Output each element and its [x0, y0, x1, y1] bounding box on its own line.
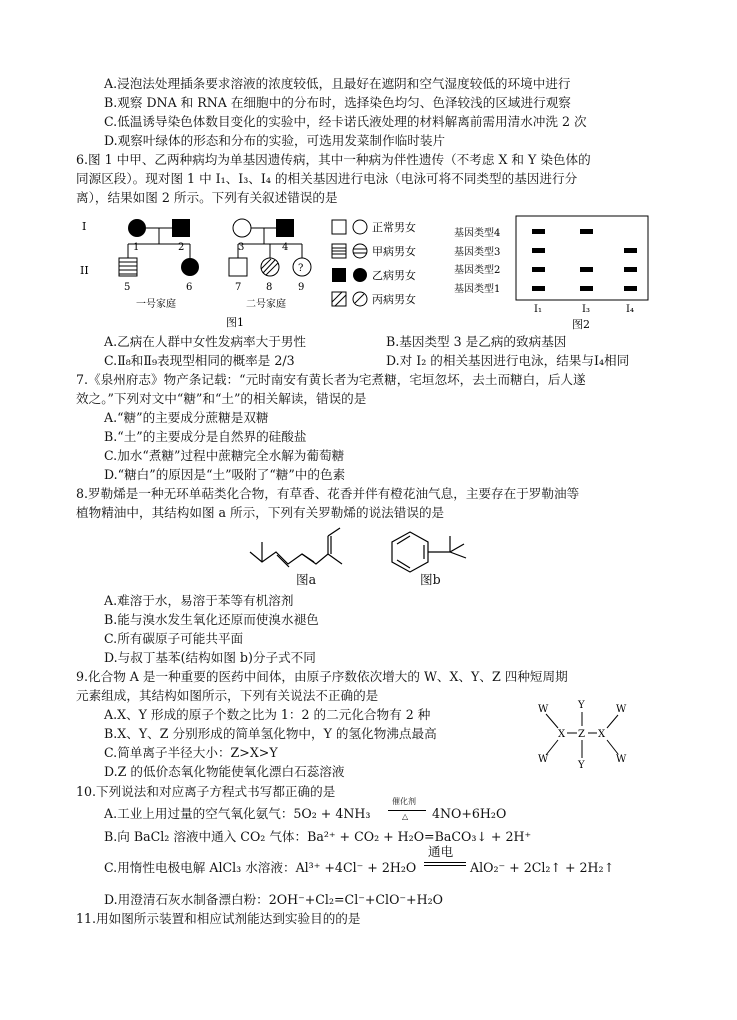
q6-option-b: B.基因类型 3 是乙病的致病基因	[386, 334, 567, 349]
q10-option-a-heat: △	[402, 812, 409, 821]
svg-text:7: 7	[235, 282, 242, 293]
svg-text:I₁: I₁	[534, 304, 542, 315]
pedigree-female-affected-yi	[128, 219, 146, 237]
q8-stem-2: 植物精油中，其结构如图 a 所示，下列有关罗勒烯的说法错误的是	[76, 505, 445, 520]
pedigree-male-normal	[229, 258, 247, 276]
svg-text:W: W	[616, 754, 627, 765]
svg-text:2: 2	[178, 242, 185, 253]
q5-option-d: D.观察叶绿体的形态和分布的实验，可选用发菜制作临时装片	[104, 133, 446, 148]
svg-text:3: 3	[238, 242, 245, 253]
svg-text:5: 5	[124, 282, 131, 293]
q10-option-d: D.用澄清石灰水制备漂白粉：2OH⁻+Cl₂=Cl⁻+ClO⁻+H₂O	[104, 892, 443, 907]
family-1-label: 一号家庭	[136, 299, 176, 310]
q10-option-a-catalyst: 催化剂	[392, 797, 416, 806]
q9-option-a: A.X、Y 形成的原子个数之比为 1：2 的二元化合物有 2 种	[104, 707, 431, 722]
q6-stem-3: 离），结果如图 2 所示。下列有关叙述错误的是	[76, 190, 338, 205]
pedigree-figure	[76, 208, 446, 330]
q6-option-d: D.对 I₂ 的相关基因进行电泳，结果与I₄相同	[386, 353, 630, 368]
q7-stem-2: 效之。”下列对文中“糖”和“土”的相关解读，错误的是	[76, 391, 367, 406]
q9-option-d: D.Z 的低价态氧化物能使氧化漂白石蕊溶液	[104, 764, 345, 779]
q5-option-c: C.低温诱导染色体数目变化的实验中，经卡诺氏液处理的材料解离前需用清水冲洗 2 次	[104, 114, 587, 129]
q10-stem: 10.下列说法和对应离子方程式书写都正确的是	[76, 784, 336, 799]
q9-stem-2: 元素组成，其结构如图所示，下列有关说法不正确的是	[76, 688, 379, 703]
svg-text:X: X	[598, 729, 606, 740]
svg-text:I₄: I₄	[626, 304, 634, 315]
q6-option-c: C.Ⅱ₈和Ⅱ₉表现型相同的概率是 2/3	[104, 353, 295, 368]
legend-jia: 甲病男女	[372, 245, 416, 258]
svg-text:W: W	[538, 754, 549, 765]
figure-1-caption: 图1	[226, 316, 244, 329]
q10-option-a-arrow	[388, 810, 426, 811]
svg-text:Y: Y	[578, 760, 585, 771]
svg-text:9: 9	[298, 282, 305, 293]
svg-text:基因类型4: 基因类型4	[454, 228, 501, 239]
q5-option-b: B.观察 DNA 和 RNA 在细胞中的分布时，选择染色均匀、色泽较浅的区域进行观察	[104, 95, 571, 110]
q10-option-b: B.向 BaCl₂ 溶液中通入 CO₂ 气体：Ba²⁺ + CO₂ + H₂O=BaCO₃↓ + 2H⁺	[104, 829, 532, 844]
svg-text:4: 4	[282, 242, 289, 253]
q7-stem-1: 7.《泉州府志》物产条记载：“元时南安有黄长者为宅煮糖，宅垣忽坏，去土而糖白，后人遂	[76, 372, 586, 387]
svg-text:6: 6	[186, 282, 193, 293]
q8-option-a: A.难溶于水，易溶于苯等有机溶剂	[104, 593, 294, 608]
q6-option-a: A.乙病在人群中女性发病率大于男性	[104, 334, 307, 349]
q7-option-b: B.“土”的主要成分是自然界的硅酸盐	[104, 429, 307, 444]
q7-option-c: C.加水“煮糖”过程中蔗糖完全水解为葡萄糖	[104, 448, 345, 463]
svg-text:X: X	[558, 729, 566, 740]
generation-ii-label: II	[80, 264, 89, 277]
electrophoresis-figure	[452, 212, 652, 332]
q7-option-a: A.“糖”的主要成分蔗糖是双糖	[104, 410, 269, 425]
figure-b-caption: 图b	[420, 572, 441, 587]
q10-option-c-products: AlO₂⁻ + 2Cl₂↑ + 2H₂↑	[470, 860, 615, 875]
pedigree-male-jia	[119, 258, 137, 276]
q11-stem: 11.用如图所示装置和相应试剂能达到实验目的的是	[76, 911, 361, 926]
q8-option-b: B.能与溴水发生氧化还原而使溴水褪色	[104, 612, 319, 627]
svg-text:?: ?	[298, 263, 304, 274]
figure-a-caption: 图a	[296, 572, 317, 587]
q7-option-d: D.“糖白”的原因是“土”吸附了“糖”中的色素	[104, 467, 346, 482]
q10-option-c-condition: 通电	[428, 844, 454, 859]
legend-bing: 丙病男女	[372, 293, 416, 306]
q9-option-c: C.简单离子半径大小：Z>X>Y	[104, 745, 278, 760]
svg-text:Y: Y	[578, 700, 585, 711]
q10-option-a: A.工业上用过量的空气氧化氨气：5O₂ + 4NH₃	[104, 806, 371, 821]
q9-option-b: B.X、Y、Z 分别形成的简单氢化物中，Y 的氢化物沸点最高	[104, 726, 437, 741]
compound-a-structure	[530, 700, 640, 772]
pedigree-female-normal	[233, 219, 251, 237]
figure-2-caption: 图2	[572, 318, 590, 331]
q10-option-c: C.用惰性电极电解 AlCl₃ 水溶液：Al³⁺ +4Cl⁻ + 2H₂O	[104, 860, 417, 875]
tert-butylbenzene-structure	[388, 522, 498, 592]
q10-option-c-arrow-top	[424, 862, 466, 863]
q10-option-c-arrow-bottom	[424, 865, 466, 866]
svg-text:Z: Z	[578, 729, 585, 740]
q8-stem-1: 8.罗勒烯是一种无环单萜类化合物，有草香、花香并伴有橙花油气息，主要存在于罗勒油等	[76, 486, 580, 501]
svg-text:W: W	[616, 704, 627, 715]
svg-text:基因类型3: 基因类型3	[454, 247, 501, 258]
q6-stem-1: 6.图 1 中甲、乙两种病均为单基因遗传病，其中一种病为伴性遗传（不考虑 X 和 Y 染色体的	[76, 152, 591, 167]
q9-stem-1: 9.化合物 A 是一种重要的医药中间体，由原子序数依次增大的 W、X、Y、Z 四种短周期	[76, 669, 568, 684]
svg-text:基因类型2: 基因类型2	[454, 265, 501, 276]
pedigree-male-affected-yi	[172, 219, 190, 237]
q8-option-d: D.与叔丁基苯(结构如图 b)分子式不同	[104, 650, 316, 665]
q10-option-a-products: 4NO+6H₂O	[432, 806, 507, 821]
generation-i-label: I	[82, 220, 87, 233]
legend-normal: 正常男女	[372, 221, 416, 234]
svg-text:8: 8	[266, 282, 273, 293]
q5-option-a: A.浸泡法处理插条要求溶液的浓度较低，且最好在遮阴和空气湿度较低的环境中进行	[104, 76, 571, 91]
family-2-label: 二号家庭	[246, 299, 286, 310]
legend-yi: 乙病男女	[372, 269, 416, 282]
pedigree-male-affected-yi	[276, 219, 294, 237]
svg-text:1: 1	[133, 242, 140, 253]
svg-text:I₃: I₃	[582, 304, 590, 315]
svg-text:W: W	[538, 704, 549, 715]
svg-text:基因类型1: 基因类型1	[454, 284, 501, 295]
q6-stem-2: 同源区段）。现对图 1 中 I₁、I₃、I₄ 的相关基因进行电泳（电泳可将不同类型的基因进行分	[76, 171, 578, 186]
q8-option-c: C.所有碳原子可能共平面	[104, 631, 244, 646]
pedigree-female-affected-yi	[181, 258, 199, 276]
